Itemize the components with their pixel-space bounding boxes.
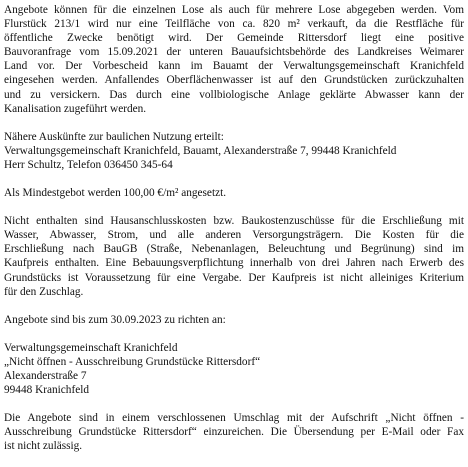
paragraph-deadline bbox=[4, 313, 464, 327]
text-line: Angebote sind bis zum 30.09.2023 zu richten an: bbox=[4, 313, 226, 326]
text-line: Wasser, Abwasser, Strom, und alle anderen Versorgungsträgern. Die Kosten für die bbox=[4, 229, 464, 242]
text-line: ist nicht zulässig. bbox=[4, 440, 83, 453]
text-line: Bauvoranfrage vom 15.09.2021 der unteren Bauaufsichtsbehörde des Landkreises Weimarer bbox=[4, 46, 464, 59]
address-block bbox=[4, 341, 464, 397]
text-line: und zu versickern. Das durch eine vollbiologische Anlage geklärte Abwasser kann der bbox=[4, 88, 464, 101]
text-line: Land vor. Der Vorbescheid kann im Bauamt der Verwaltungsgemeinschaft Kranichfeld bbox=[4, 60, 464, 73]
text-line: Nähere Auskünfte zur baulichen Nutzung erteilt: bbox=[4, 130, 224, 143]
text-line: öffentliche Zwecke benötigt wird. Der Gemeinde Rittersdorf liegt eine positive bbox=[4, 32, 464, 45]
address-line: 99448 Kranichfeld bbox=[4, 384, 90, 397]
paragraph-contact bbox=[4, 130, 464, 172]
document-page bbox=[4, 3, 464, 467]
text-line: Erschließung nach BauGB (Straße, Nebenanlagen, Beleuchtung und Begrünung) sind im bbox=[4, 243, 464, 256]
address-line: Verwaltungsgemeinschaft Kranichfeld bbox=[4, 341, 178, 354]
text-line: Kaufpreis enthalten. Eine Bebauungsverpflichtung innerhalb von drei Jahren nach Erwerb des bbox=[4, 257, 464, 270]
text-line: für den Zuschlag. bbox=[4, 285, 84, 298]
text-line: Flurstück 213/1 wird nur eine Teilfläche von ca. 820 m² verkauft, da die Restfläche für bbox=[4, 18, 464, 31]
paragraph-lots-info bbox=[4, 3, 464, 116]
text-line: Als Mindestgebot werden 100,00 €/m² angesetzt. bbox=[4, 187, 227, 200]
text-line: Nicht enthalten sind Hausanschlusskosten bzw. Baukostenzuschüsse für die Erschließung mit bbox=[4, 215, 464, 228]
text-line: Herr Schultz, Telefon 036450 345-64 bbox=[4, 158, 173, 171]
text-line: Die Angebote sind in einem verschlossenen Umschlag mit der Aufschrift „Nicht öffnen - bbox=[4, 412, 464, 425]
address-line: Alexanderstraße 7 bbox=[4, 369, 87, 382]
paragraph-submission bbox=[4, 411, 464, 453]
paragraph-minimum-bid bbox=[4, 186, 464, 200]
text-line: eingesehen werden. Anfallendes Oberflächenwasser ist auf den Grundstücken zurückzuhalten bbox=[4, 74, 464, 87]
text-line: Grundstücks ist Voraussetzung für eine Vergabe. Der Kaufpreis ist nicht alleiniges Kriterium bbox=[4, 271, 464, 284]
paragraph-costs bbox=[4, 214, 464, 299]
text-line: Ausschreibung Grundstücke Rittersdorf“ einzureichen. Die Übersendung per E-Mail oder Fax bbox=[4, 426, 464, 439]
text-line: Verwaltungsgemeinschaft Kranichfeld, Bauamt, Alexanderstraße 7, 99448 Kranichfeld bbox=[4, 144, 397, 157]
text-line: Kanalisation zugeführt werden. bbox=[4, 102, 147, 115]
address-line: „Nicht öffnen - Ausschreibung Grundstücke Rittersdorf“ bbox=[4, 355, 261, 368]
text-line: Angebote können für die einzelnen Lose als auch für mehrere Lose abgegeben werden. Vom bbox=[4, 4, 464, 16]
